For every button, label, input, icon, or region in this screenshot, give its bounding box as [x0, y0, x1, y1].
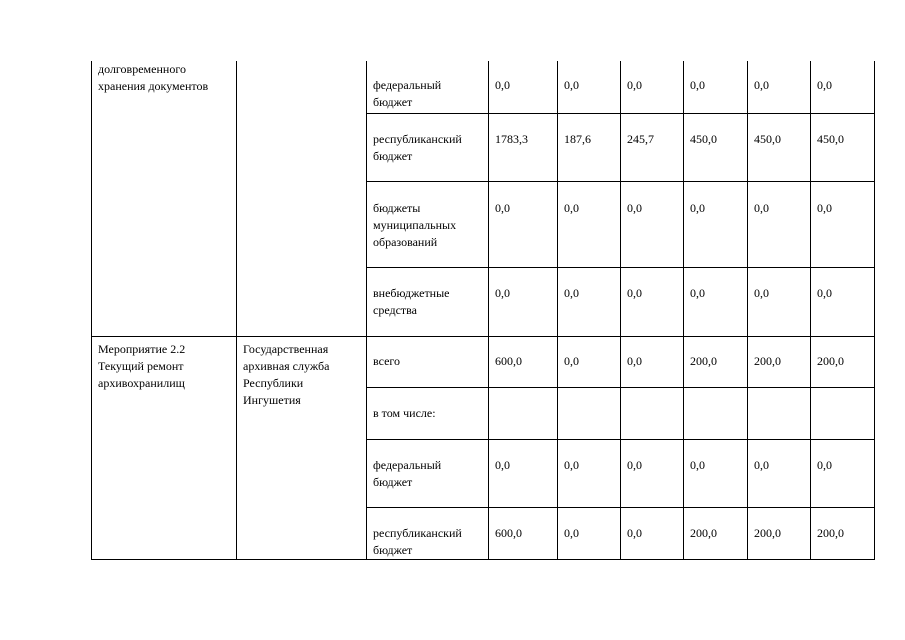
- value-cell: 0,0: [489, 439, 558, 507]
- value-cell: 200,0: [748, 507, 811, 559]
- value-cell: 0,0: [558, 439, 621, 507]
- value-cell: 0,0: [621, 507, 684, 559]
- activity-name-cell: Мероприятие 2.2 Текущий ремонт архивохранилищ: [92, 336, 237, 559]
- value-cell: 0,0: [621, 61, 684, 113]
- value-cell: 450,0: [811, 113, 875, 181]
- value-cell: 0,0: [811, 181, 875, 267]
- value-cell: 0,0: [558, 507, 621, 559]
- value-cell: 0,0: [811, 267, 875, 336]
- value-cell: 0,0: [621, 267, 684, 336]
- value-cell: 0,0: [558, 61, 621, 113]
- value-cell: 0,0: [621, 336, 684, 387]
- value-cell: 600,0: [489, 336, 558, 387]
- funding-source-cell: бюджеты муниципальных образований: [367, 181, 489, 267]
- value-cell: [621, 387, 684, 439]
- executor-cell: [237, 61, 367, 336]
- value-cell: [684, 387, 748, 439]
- value-cell: 0,0: [558, 181, 621, 267]
- funding-source-cell: республиканский бюджет: [367, 507, 489, 559]
- value-cell: 0,0: [684, 267, 748, 336]
- value-cell: 200,0: [684, 336, 748, 387]
- value-cell: 200,0: [684, 507, 748, 559]
- funding-source-cell: федеральный бюджет: [367, 439, 489, 507]
- value-cell: 0,0: [748, 61, 811, 113]
- value-cell: [489, 387, 558, 439]
- value-cell: 0,0: [558, 267, 621, 336]
- value-cell: 0,0: [684, 61, 748, 113]
- funding-source-cell: всего: [367, 336, 489, 387]
- value-cell: 200,0: [811, 336, 875, 387]
- value-cell: 0,0: [489, 61, 558, 113]
- value-cell: 0,0: [684, 181, 748, 267]
- value-cell: 1783,3: [489, 113, 558, 181]
- value-cell: 0,0: [684, 439, 748, 507]
- value-cell: 0,0: [621, 181, 684, 267]
- value-cell: 0,0: [748, 267, 811, 336]
- value-cell: 0,0: [748, 439, 811, 507]
- value-cell: 450,0: [748, 113, 811, 181]
- value-cell: [811, 387, 875, 439]
- value-cell: 600,0: [489, 507, 558, 559]
- value-cell: 187,6: [558, 113, 621, 181]
- value-cell: 200,0: [748, 336, 811, 387]
- value-cell: 200,0: [811, 507, 875, 559]
- funding-source-cell: внебюджетные средства: [367, 267, 489, 336]
- value-cell: 0,0: [811, 61, 875, 113]
- value-cell: 0,0: [748, 181, 811, 267]
- value-cell: 0,0: [489, 267, 558, 336]
- activity-name-cell: долговременного хранения документов: [92, 61, 237, 336]
- executor-cell: Государственная архивная служба Республики Ингушетия: [237, 336, 367, 559]
- value-cell: 0,0: [621, 439, 684, 507]
- value-cell: 245,7: [621, 113, 684, 181]
- table-row: [92, 61, 875, 113]
- funding-source-cell: федеральный бюджет: [367, 61, 489, 113]
- value-cell: [748, 387, 811, 439]
- value-cell: [558, 387, 621, 439]
- value-cell: 0,0: [558, 336, 621, 387]
- value-cell: 0,0: [489, 181, 558, 267]
- funding-source-cell: республиканский бюджет: [367, 113, 489, 181]
- value-cell: 0,0: [811, 439, 875, 507]
- value-cell: 450,0: [684, 113, 748, 181]
- funding-source-cell: в том числе:: [367, 387, 489, 439]
- budget-table: [91, 61, 875, 560]
- table-row: [92, 336, 875, 387]
